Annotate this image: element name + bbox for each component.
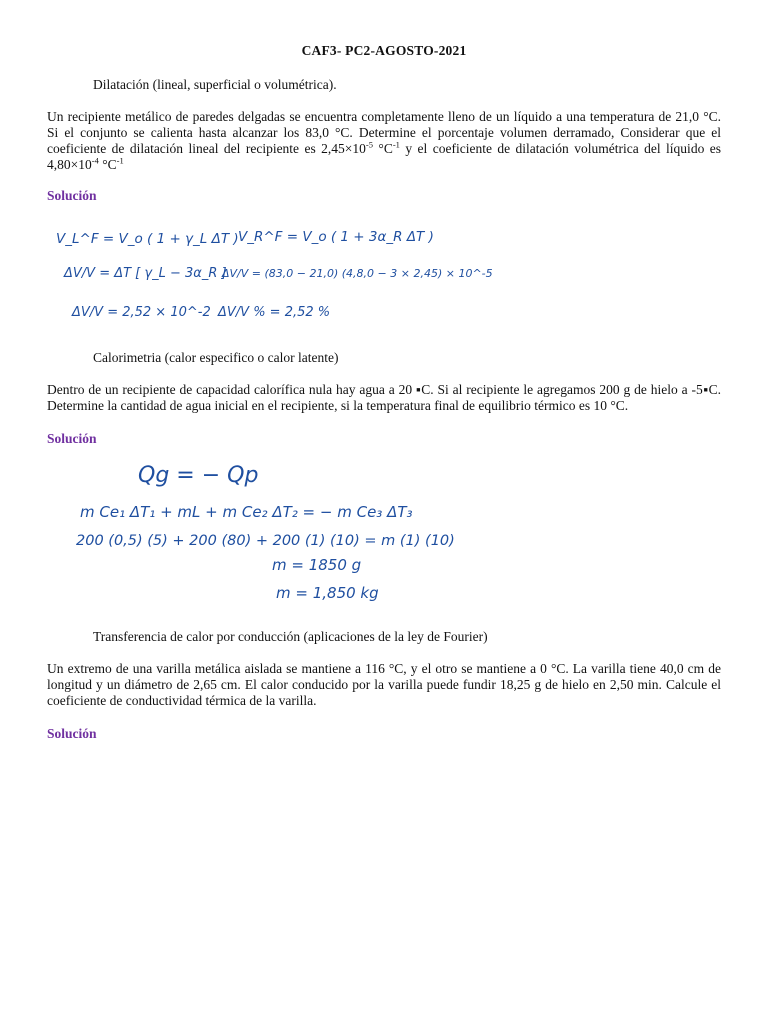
solution-label-2: Solución [47,431,97,446]
solution-label-1: Solución [47,188,97,203]
problem-text: Un recipiente metálico de paredes delgadas se encuentra completamente lleno de un líquido a una temperatura de 21,0 °C. Si el conjunto se calienta hasta alcanzar los 83,0 °C. Determine el porcentaje volumen derramado, Considerar que el coeficiente de dilatación lineal del recipiente es 2,45×10 [47,109,721,156]
handwritten-line: ΔV/V % = 2,52 % [218,305,331,320]
problem-dilatacion [47,109,721,173]
problem-text: y el coeficiente de dilatación volumétrica del líquido es 4,80×10 [47,141,721,172]
exponent: -4 [91,155,99,166]
problem-text: °C [98,157,117,172]
section-heading-dilatacion: Dilatación (lineal, superficial o volumétrica). [93,77,337,92]
exponent: -1 [392,139,400,150]
problem-calorimetria: Dentro de un recipiente de capacidad calorífica nula hay agua a 20 ▪C. Si al recipiente le agregamos 200 g de hielo a -5▪C. Determine la cantidad de agua inicial en el recipiente, si la temperatura final de equilibrio térmico es 10 °C. [47,382,721,413]
handwritten-line: ΔV/V = (83,0 − 21,0) (4,8,0 − 3 × 2,45) × 10^-5 [222,267,493,280]
problem-conduccion: Un extremo de una varilla metálica aislada se mantiene a 116 °C, y el otro se mantiene a 0 °C. La varilla tiene 40,0 cm de longitud y un diámetro de 2,65 cm. El calor conducido por la varilla puede fundir 18,25 g de hielo en 2,50 min. Calcule el coeficiente de conductividad térmica de la varilla. [47,661,721,708]
handwritten-line: ΔV/V = 2,52 × 10^-2 [72,305,211,320]
handwritten-line: m = 1850 g [272,556,362,574]
handwritten-line: 200 (0,5) (5) + 200 (80) + 200 (1) (10) = m (1) (10) [76,533,455,549]
section-heading-calorimetria: Calorimetria (calor especifico o calor latente) [93,350,339,365]
handwritten-line: V_R^F = V_o ( 1 + 3α_R ΔT ) [238,229,434,245]
problem-text: °C [373,141,393,156]
handwritten-line: V_L^F = V_o ( 1 + γ_L ΔT ) [56,231,239,247]
handwritten-solution-dilatacion [0,215,768,340]
handwritten-line: m = 1,850 kg [276,584,379,602]
handwritten-line: ΔV/V = ΔT [ γ_L − 3α_R ] [64,266,227,281]
handwritten-line: m Ce₁ ΔT₁ + mL + m Ce₂ ΔT₂ = − m Ce₃ ΔT₃ [80,503,413,521]
section-heading-conduccion: Transferencia de calor por conducción (aplicaciones de la ley de Fourier) [93,629,488,644]
exponent: -1 [116,155,124,166]
solution-label-3: Solución [47,726,97,741]
document-title: CAF3- PC2-AGOSTO-2021 [301,43,467,58]
handwritten-line: Qg = − Qp [138,463,259,488]
handwritten-solution-calorimetria [0,452,768,612]
exponent: -5 [365,139,373,150]
